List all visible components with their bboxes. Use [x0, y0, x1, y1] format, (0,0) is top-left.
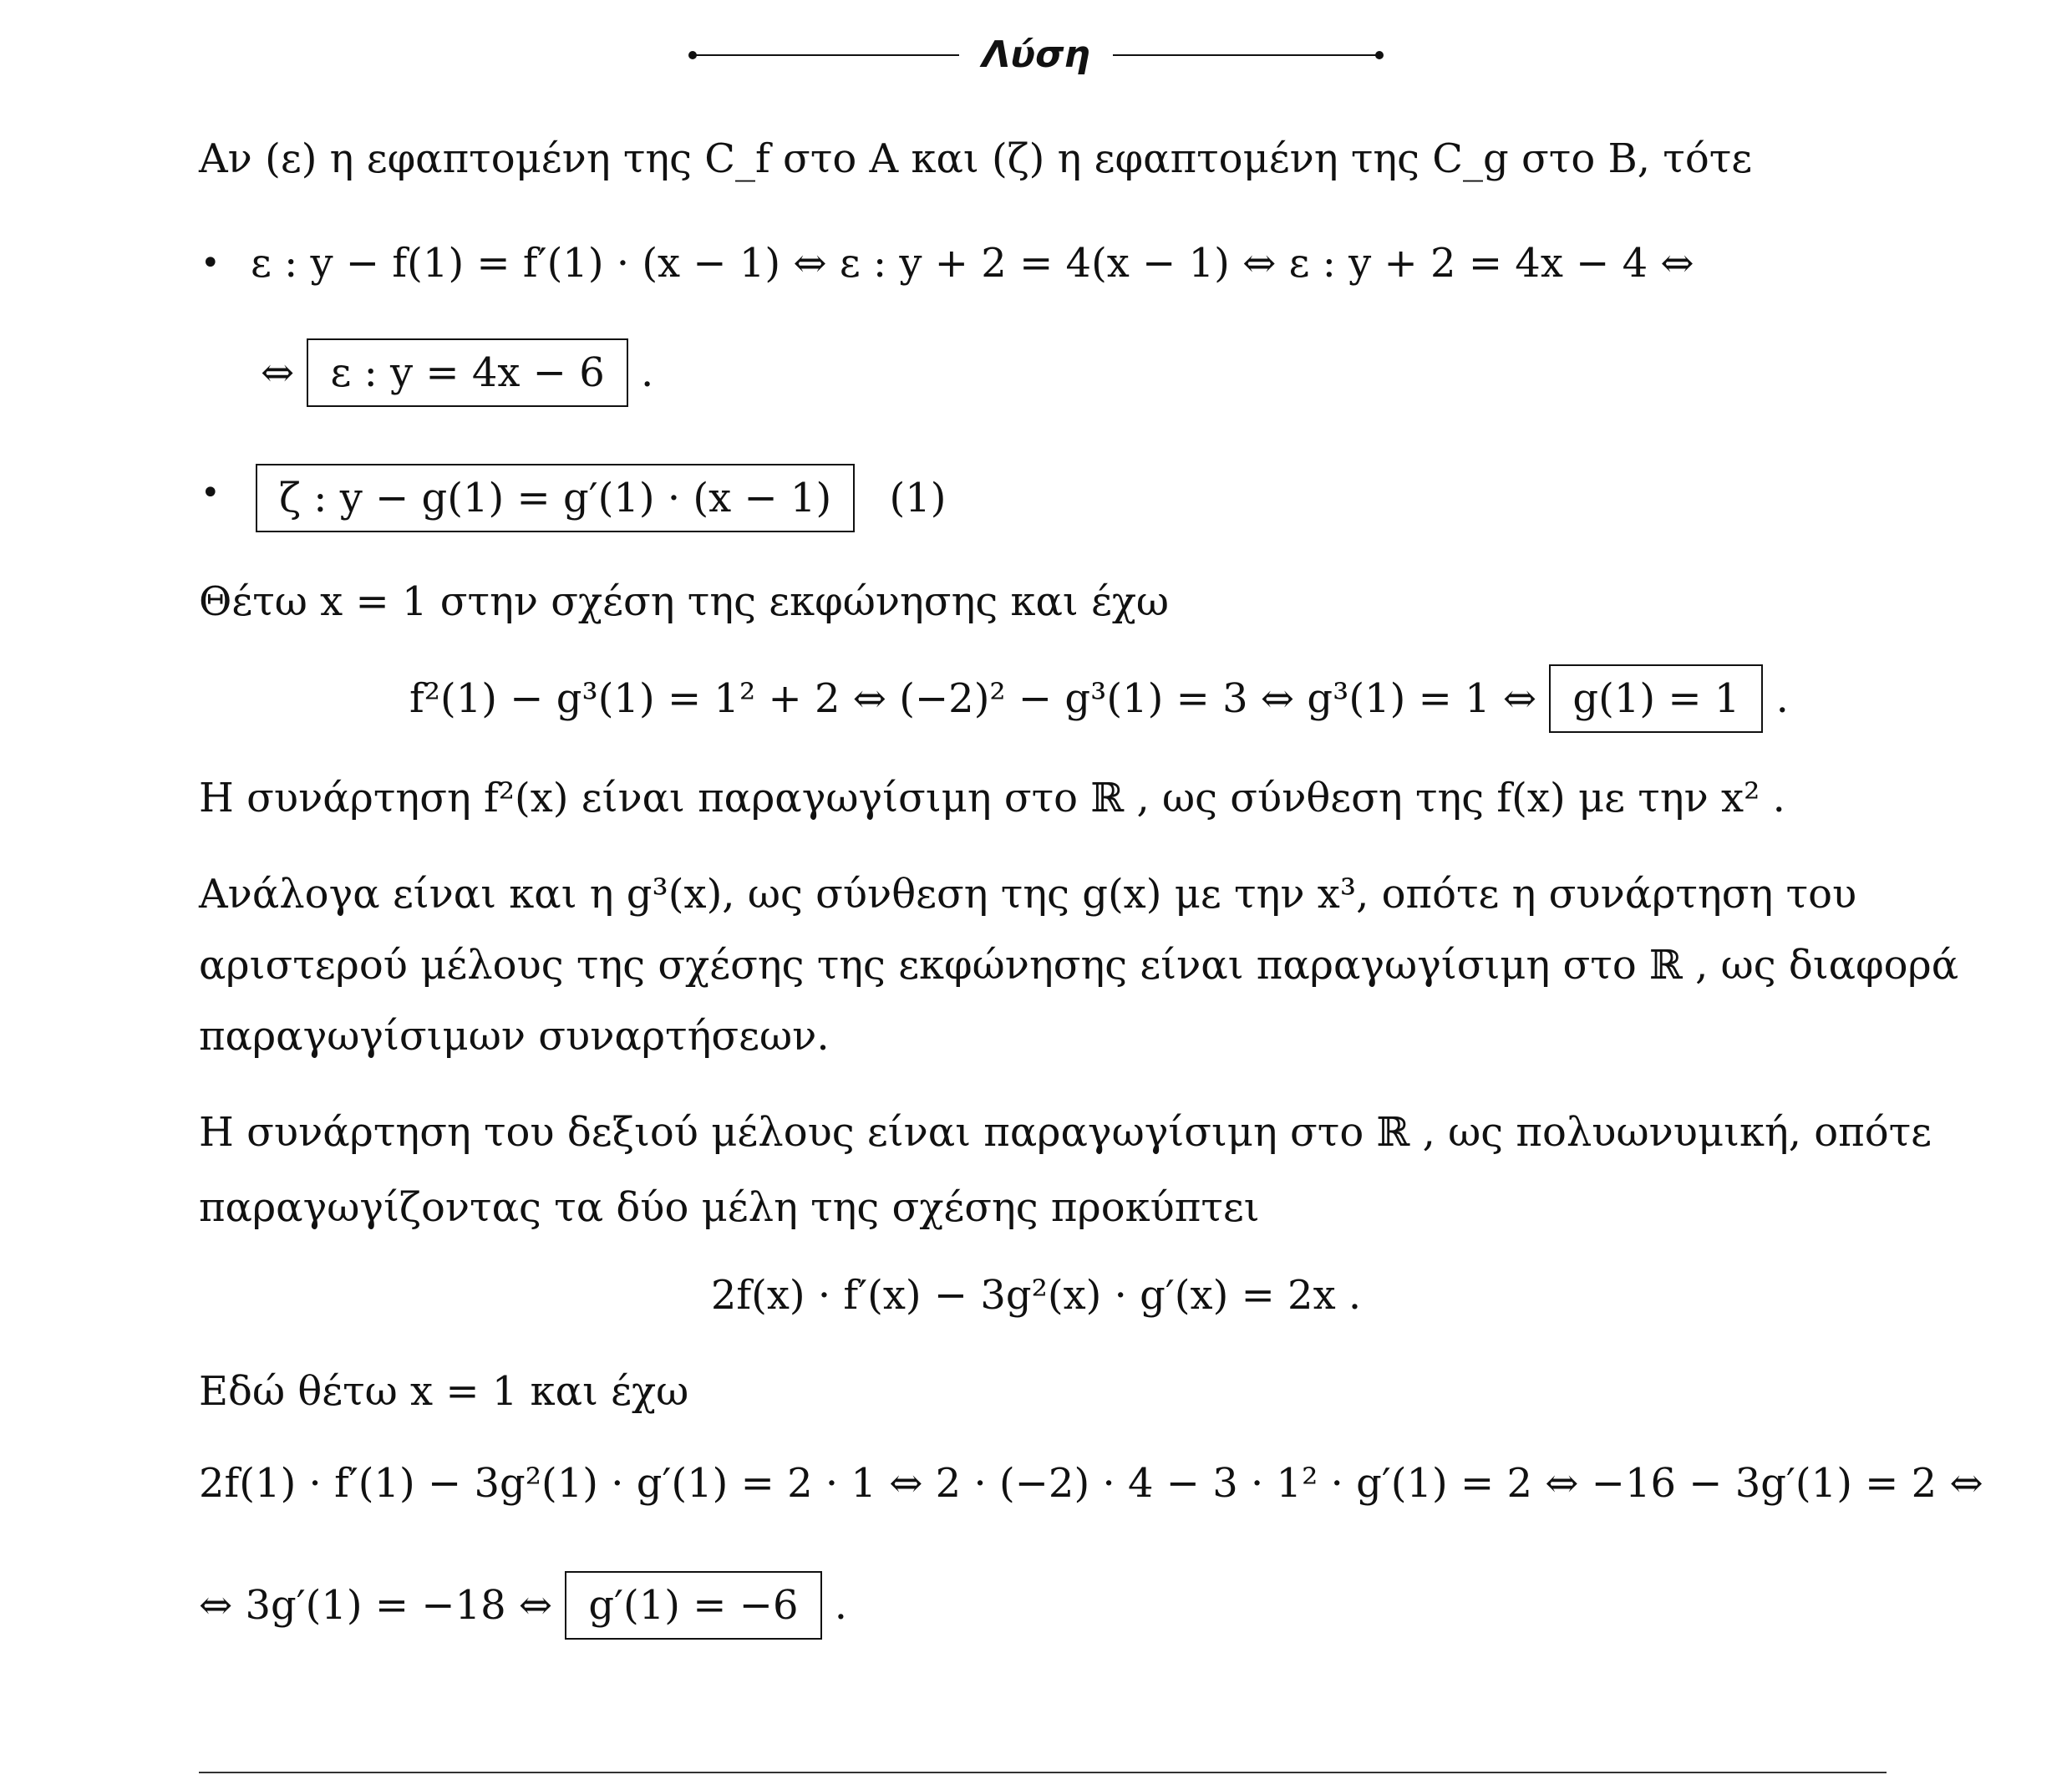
solution-title: Λύση: [982, 33, 1090, 76]
g1-result-box: g(1) = 1: [1549, 664, 1763, 733]
equation-tag: (1): [889, 475, 947, 521]
derivative-equation: 2f(x) · f′(x) − 3g²(x) · g′(x) = 2x .: [710, 1272, 1362, 1319]
calc-prefix: ⇔ 3g′(1) = −18 ⇔: [199, 1582, 553, 1629]
edo-line: Εδώ θέτω x = 1 και έχω: [199, 1368, 689, 1415]
bullet-zeta: •: [201, 474, 221, 512]
header-rule-right: [1113, 54, 1380, 56]
zeta-equation: [256, 464, 946, 532]
bottom-rule: [199, 1772, 1887, 1773]
paragraph-3-line-1: Η συνάρτηση του δεξιού μέλους είναι παραγωγίσιμη στο ℝ , ως πολυωνυμική, οπότε: [199, 1109, 1932, 1156]
g-prime-result-box: g′(1) = −6: [565, 1571, 821, 1640]
period: .: [1775, 675, 1789, 722]
header-rule-left: [692, 54, 959, 56]
g1-derivation: f²(1) − g³(1) = 1² + 2 ⇔ (−2)² − g³(1) = 3 ⇔ g³(1) = 1 ⇔: [409, 675, 1537, 722]
zeta-equation-box: ζ : y − g(1) = g′(1) · (x − 1): [256, 464, 855, 532]
epsilon-equation-1: ε : y − f(1) = f′(1) · (x − 1) ⇔ ε : y + 2 = 4(x − 1) ⇔ ε : y + 2 = 4x − 4 ⇔: [251, 240, 1694, 287]
epsilon-result-box: ε : y = 4x − 6: [307, 338, 627, 407]
paragraph-1: Η συνάρτηση f²(x) είναι παραγωγίσιμη στο ℝ , ως σύνθεση της f(x) με την x² .: [199, 775, 1785, 821]
equiv-prefix: ⇔: [261, 349, 295, 396]
period: .: [641, 349, 654, 396]
paragraph-3-line-2: παραγωγίζοντας τα δύο μέλη της σχέσης προκύπτει: [199, 1184, 1260, 1231]
paragraph-2-line-2: αριστερού μέλους της σχέσης της εκφώνησης είναι παραγωγίσιμη στο ℝ , ως διαφορά: [199, 942, 1959, 989]
g1-equation: [409, 664, 1789, 733]
solution-header: [0, 33, 2072, 76]
paragraph-2-line-1: Ανάλογα είναι και η g³(x), ως σύνθεση της g(x) με την x³, οπότε η συνάρτηση του: [199, 871, 1857, 918]
theto-line: Θέτω x = 1 στην σχέση της εκφώνησης και έχω: [199, 578, 1170, 625]
paragraph-2-line-3: παραγωγίσιμων συναρτήσεων.: [199, 1013, 830, 1060]
bullet-epsilon: •: [201, 244, 221, 282]
period: .: [834, 1582, 848, 1629]
calc-line-2: [199, 1571, 847, 1640]
calc-line-1: 2f(1) · f′(1) − 3g²(1) · g′(1) = 2 · 1 ⇔ 2 · (−2) · 4 − 3 · 1² · g′(1) = 2 ⇔ −16 − 3g′(1) = 2 ⇔: [199, 1460, 1983, 1507]
intro-line: Αν (ε) η εφαπτομένη της C_f στο A και (ζ) η εφαπτομένη της C_g στο B, τότε: [199, 135, 1753, 182]
epsilon-equation-2: [261, 338, 653, 407]
